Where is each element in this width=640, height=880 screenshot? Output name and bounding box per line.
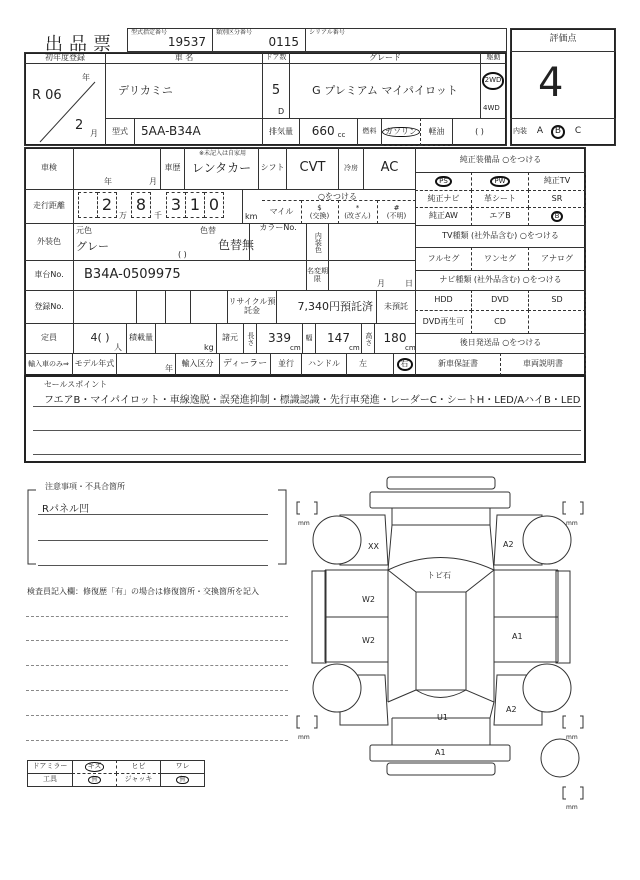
mileage-digit: 8 <box>131 192 151 218</box>
damage-mark: U1 <box>437 713 448 722</box>
divider <box>38 565 268 566</box>
spec-label: 諸元 <box>216 323 244 354</box>
displacement-cell <box>299 118 358 146</box>
navi-hdd: HDD <box>415 290 472 311</box>
later-warranty: 新車保証書 <box>415 353 501 376</box>
import-category-label: 輸入区分 <box>175 353 220 376</box>
divider <box>38 540 268 541</box>
year-unit: 年 <box>165 364 173 373</box>
kg-unit: kg <box>204 343 214 352</box>
color-no-label: カラーNo. <box>249 223 307 261</box>
damage-mark: A2 <box>503 540 514 549</box>
mirror-crack: ヒビ <box>116 760 161 774</box>
mileage-label: 走行距離 <box>24 189 74 224</box>
equip-leather: 革シート <box>471 190 529 208</box>
type-designation: 19537 <box>167 35 206 50</box>
front-bumper-guard <box>387 477 495 489</box>
front-bumper <box>370 492 510 508</box>
equip-ps-circled: PS <box>435 176 452 188</box>
door-mirror-label: ドアミラー <box>27 760 73 774</box>
height-label: 高さ <box>361 323 375 354</box>
orig-color-label: 元色 <box>76 226 92 235</box>
grade-label: グレード <box>289 52 481 64</box>
navi-dvd-playback: DVD再生可 <box>415 310 472 334</box>
damage-mark: トビ石 <box>427 571 451 580</box>
person-unit: 人 <box>114 343 122 352</box>
mm-unit: mm <box>298 520 310 527</box>
tools-none-circled: 無 <box>88 776 100 785</box>
notes-text: Rパネル凹 <box>42 504 89 515</box>
import-label: 輸入車のみ⇒ <box>24 353 73 376</box>
jack-label: ジャッキ <box>116 773 161 787</box>
orig-color: グレー <box>76 240 109 253</box>
interior-color-label: 内装色 <box>306 223 329 261</box>
damage-mark: W2 <box>362 595 375 604</box>
mm-unit: mm <box>298 734 310 741</box>
color-change-label: 色替 <box>200 226 216 235</box>
damage-mark: A1 <box>435 748 446 757</box>
mirror-break: ワレ <box>160 760 205 774</box>
day-unit: 日 <box>405 279 413 288</box>
ac: AC <box>363 147 416 190</box>
month-unit: 月 <box>149 177 157 186</box>
equipment-header: 純正装備品 ○をつける <box>415 147 586 173</box>
mileage-digit <box>78 192 98 218</box>
doors-label: ドア数 <box>262 52 290 64</box>
capacity: 4( ) <box>90 331 110 345</box>
import-dealer: ディーラー <box>219 353 271 376</box>
tv-oneseg: ワンセグ <box>471 247 529 271</box>
interior-color <box>328 223 416 261</box>
sales-point-box <box>24 375 586 463</box>
shift-label: シフト <box>258 147 287 190</box>
chassis-label: 車台No. <box>24 260 74 291</box>
car-name: デリカミニ <box>105 63 263 119</box>
left-step <box>312 571 326 663</box>
notes-label: 注意事項・不具合箇所 <box>45 482 125 491</box>
inspector-label: 検査員記入欄：修復歴「有」の場合は修復箇所・交換箇所を記入 <box>27 587 259 596</box>
man-unit: 万 <box>119 211 127 220</box>
width-cell <box>315 323 362 354</box>
tv-analog: アナログ <box>528 247 586 271</box>
jack-none-circled: 無 <box>176 776 188 785</box>
tv-fullseg: フルセグ <box>415 247 472 271</box>
car-damage-diagram <box>290 470 610 820</box>
equip-b-circled: B <box>551 211 564 223</box>
divider <box>26 665 288 666</box>
sen-unit: 千 <box>154 211 162 220</box>
history-note: ※未記入は自家用 <box>199 150 247 157</box>
month-unit: 月 <box>377 279 385 288</box>
divider <box>26 690 288 691</box>
history-label: 車歴 <box>160 147 185 190</box>
doors: 5 <box>262 63 290 119</box>
mm-unit: mm <box>566 520 578 527</box>
type-designation-box <box>127 28 213 52</box>
year-unit: 年 <box>104 177 112 186</box>
model-year-label: モデル年式 <box>72 353 117 376</box>
chassis-number: B34A-0509975 <box>73 260 307 291</box>
interior-a: A <box>536 126 544 137</box>
color-change: 色替無 <box>218 238 255 252</box>
serial-box <box>305 28 507 52</box>
km-unit: km <box>245 212 258 221</box>
handle-label: ハンドル <box>301 353 347 376</box>
name-change-date <box>328 260 416 291</box>
equip-tv: 純正TV <box>528 172 586 191</box>
score-value: 4 <box>538 60 564 106</box>
damage-mark: A1 <box>512 632 523 641</box>
damage-mark: A2 <box>506 705 517 714</box>
registration-cell <box>165 290 191 324</box>
equip-sr: SR <box>528 190 586 208</box>
doors <box>325 570 558 662</box>
tv-header: TV種類 (社外品含む) ○をつける <box>415 225 586 248</box>
mile-option: マイル <box>262 200 302 224</box>
divider <box>38 514 268 515</box>
later-manual: 車両説明書 <box>500 353 586 376</box>
mm-unit: mm <box>566 734 578 741</box>
mileage-digit: 3 <box>166 192 186 218</box>
cm-unit: cm <box>290 344 301 352</box>
grade: G プレミアム マイパイロット <box>289 63 481 119</box>
fuel-label: 燃料 <box>357 118 382 146</box>
label: 型式指定番号 <box>131 29 168 36</box>
sales-point-text: フエアB・マイパイロット・車線逸脱・誤発進抑制・標識認識・先行車発進・レーダーC・シートH・LED/AハイB・LED <box>44 395 581 406</box>
navi-sd: SD <box>528 290 586 311</box>
shift: CVT <box>286 147 339 190</box>
drive-2wd-circled: 2WD <box>482 72 505 90</box>
score-label: 評価点 <box>510 28 616 52</box>
equip-pw-circled: PW <box>490 176 509 188</box>
later-header: 後日発送品 ○をつける <box>415 333 586 354</box>
star-option: * (改ざん) <box>338 200 378 224</box>
reg-era: R 06 <box>32 88 62 103</box>
recycle-label: リサイクル預託金 <box>227 290 277 324</box>
load-label: 積載量 <box>126 323 156 354</box>
drive-4wd: 4WD <box>483 104 500 112</box>
month-unit: 月 <box>90 129 98 138</box>
equip-navi: 純正ナビ <box>415 190 472 208</box>
navi-header: ナビ種類 (社外品含む) ○をつける <box>415 270 586 291</box>
rear-right-tire <box>523 664 571 712</box>
front-right-tire <box>523 516 571 564</box>
damage-mark: W2 <box>362 636 375 645</box>
cm-unit: cm <box>405 344 416 352</box>
length-cell <box>256 323 303 354</box>
divider <box>26 640 288 641</box>
name-change-label: 名変期限 <box>306 260 329 291</box>
category-number: 0115 <box>268 35 299 50</box>
equip-aw: 純正AW <box>415 207 472 226</box>
displacement-label: 排気量 <box>262 118 300 146</box>
displacement: 660 <box>311 124 335 139</box>
label: 類別区分番号 <box>216 29 253 36</box>
sales-point-label: セールスポイント <box>44 380 108 389</box>
divider <box>26 616 288 617</box>
inspection-date <box>73 147 161 190</box>
registration-cell <box>73 290 137 324</box>
history: レンタカー <box>191 160 252 175</box>
mileage-digit: 2 <box>97 192 117 218</box>
cc-unit: cc <box>337 131 346 140</box>
model-year-cell <box>116 353 176 376</box>
width: 147 <box>327 330 350 345</box>
interior-c: C <box>574 126 582 137</box>
year-unit: 年 <box>82 73 90 82</box>
equip-airbag: エアB <box>471 207 529 226</box>
registration-cell <box>136 290 166 324</box>
damage-mark: XX <box>368 542 379 551</box>
mark-note: ○をつける <box>318 192 357 201</box>
fuel-other: ( ) <box>452 118 507 146</box>
load-cell <box>155 323 217 354</box>
rear-left-tire <box>313 664 361 712</box>
rear-bumper-guard <box>387 763 495 775</box>
color-label: 外装色 <box>24 223 74 261</box>
mirror-scratch-circled: キズ <box>85 762 105 772</box>
label: シリアル番号 <box>309 29 345 36</box>
doors-unit: D <box>278 107 285 116</box>
reg-month: 2 <box>75 118 84 133</box>
name-label: 車 名 <box>105 52 263 64</box>
divider <box>33 454 581 455</box>
mileage-digit: 0 <box>204 192 224 218</box>
height: 180 <box>383 330 407 345</box>
interior-label: 内装 <box>513 127 527 136</box>
divider <box>33 406 581 407</box>
navi-dvd: DVD <box>471 290 529 311</box>
ac-label: 冷房 <box>338 147 364 190</box>
navi-empty <box>528 310 586 334</box>
divider <box>33 430 581 431</box>
interior-b-circled: B <box>551 125 565 139</box>
divider <box>26 740 288 741</box>
hash-option: # (不明) <box>377 200 416 224</box>
front-left-tire <box>313 516 361 564</box>
recycle-fee: 7,340円預託済 <box>276 290 377 324</box>
capacity-cell <box>73 323 127 354</box>
mileage-digit: 1 <box>185 192 205 218</box>
height-cell <box>374 323 416 354</box>
divider <box>26 715 288 716</box>
tools-label: 工具 <box>27 773 73 787</box>
registration-cell <box>190 290 228 324</box>
navi-cd: CD <box>471 310 529 334</box>
handle-left: 左 <box>346 353 394 376</box>
history-cell <box>184 147 259 190</box>
model-label: 型式 <box>105 118 135 146</box>
width-label: 幅 <box>302 323 316 354</box>
fuel-diesel: 軽油 <box>420 118 453 146</box>
roof <box>388 570 494 702</box>
cm-unit: cm <box>349 344 360 352</box>
spare-tire <box>541 739 579 777</box>
category-box <box>212 28 306 52</box>
length-label: 長さ <box>243 323 257 354</box>
inspection-label: 車検 <box>24 147 74 190</box>
dollar-option: $ (交換) <box>301 200 339 224</box>
color-change-paren: ( ) <box>178 250 187 259</box>
fuel-gasoline-circled: ガソリン <box>382 127 420 138</box>
model: 5AA-B34A <box>134 118 263 146</box>
recycle-unpaid: 未預託 <box>376 290 416 324</box>
reg-label: 初年度登録 <box>24 52 106 64</box>
mm-unit: mm <box>566 804 578 811</box>
sheet-title: 出品票 <box>45 34 117 55</box>
capacity-label: 定員 <box>24 323 74 354</box>
registration-label: 登録No. <box>24 290 74 324</box>
length: 339 <box>268 330 291 345</box>
handle-right-circled: 右 <box>397 358 413 371</box>
import-parallel: 並行 <box>270 353 302 376</box>
drive-label: 駆動 <box>480 52 507 64</box>
